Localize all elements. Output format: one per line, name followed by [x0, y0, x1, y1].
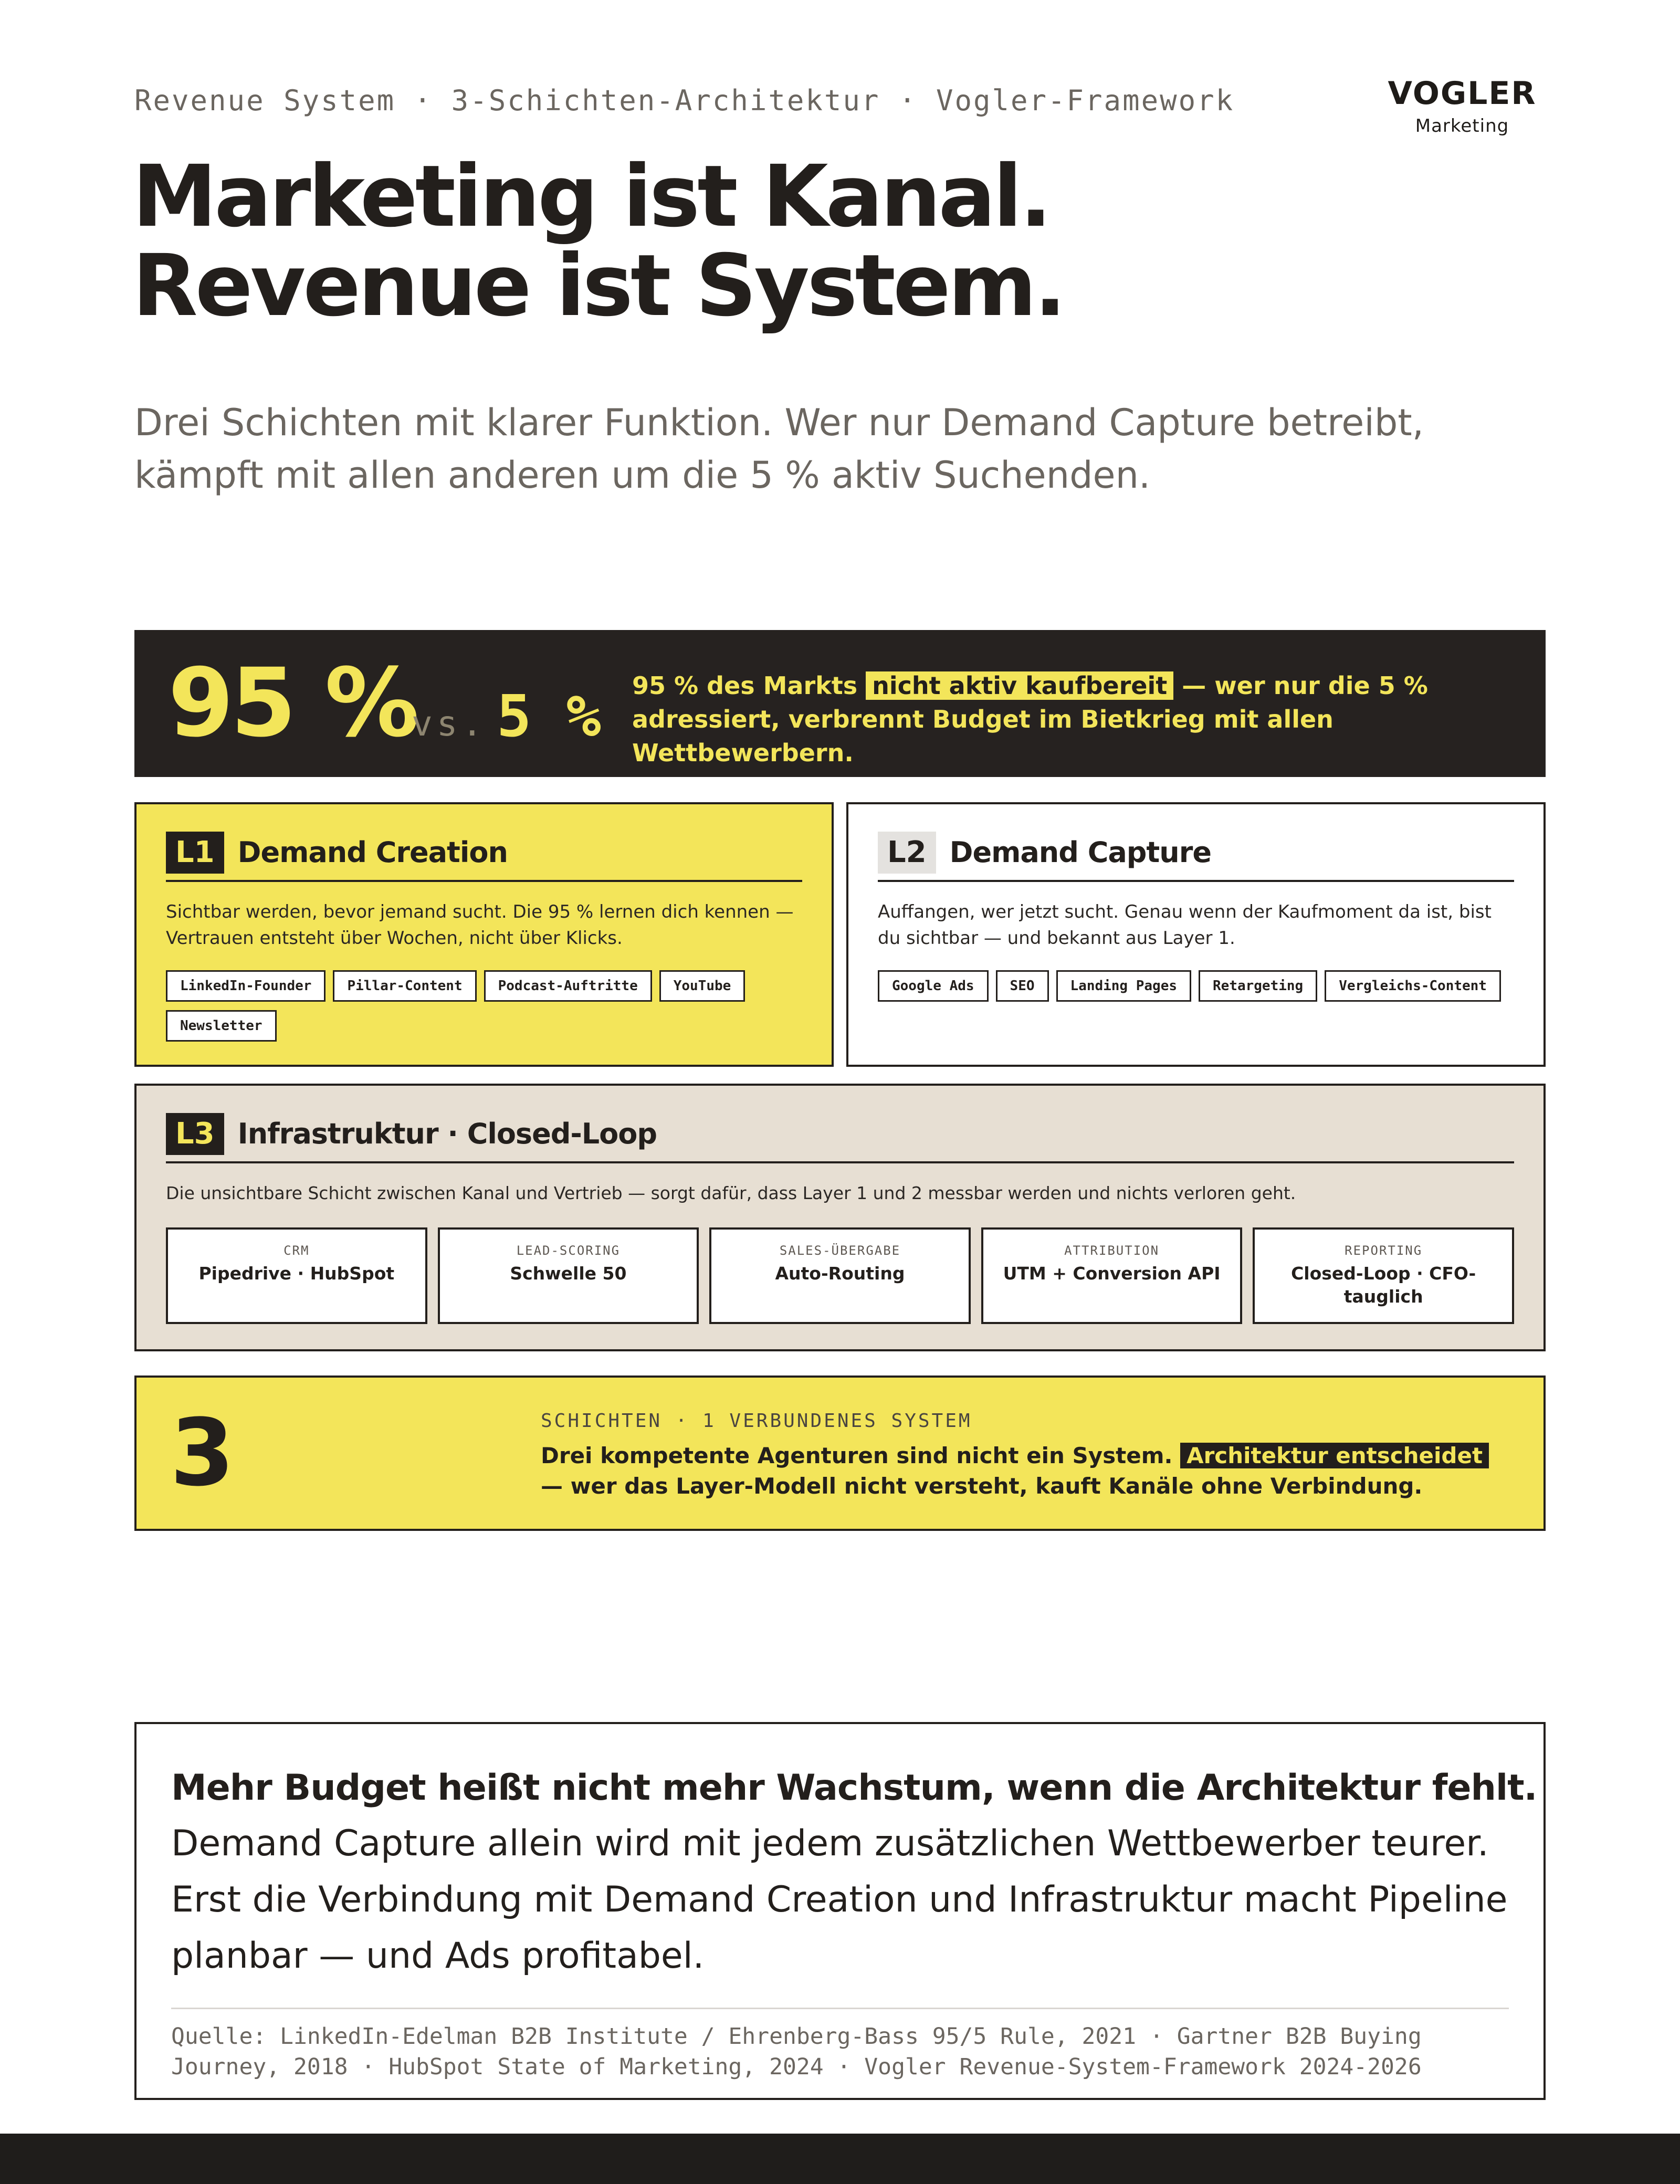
tag: Newsletter [166, 1010, 277, 1042]
tag: Pillar-Content [333, 970, 476, 1002]
layer-badge: L2 [878, 832, 936, 874]
tag: YouTube [659, 970, 746, 1002]
layer-header [166, 832, 802, 882]
layer-card-l1 [134, 802, 834, 1067]
module-reporting [1253, 1227, 1514, 1324]
module-label: ATTRIBUTION [1064, 1243, 1160, 1258]
tag: LinkedIn-Founder [166, 970, 326, 1002]
system-text-after: — wer das Layer-Modell nicht versteht, kauft Kanäle ohne Verbindung. [541, 1473, 1423, 1499]
module-value: Closed-Loop · CFO-tauglich [1291, 1263, 1476, 1307]
module-value: Pipedrive · HubSpot [198, 1263, 395, 1284]
conclusion-box [134, 1722, 1546, 2100]
conclusion-lead: Mehr Budget heißt nicht mehr Wachstum, wenn die Architektur fehlt. [171, 1767, 1537, 1809]
module-lead-scoring [438, 1227, 699, 1324]
stat-vs: vs. [412, 704, 487, 744]
stat-description [632, 669, 1525, 770]
layer-title: Demand Capture [949, 836, 1211, 869]
layer-header [878, 832, 1514, 882]
module-value: Schwelle 50 [510, 1263, 627, 1284]
headline-line-2: Revenue ist System. [132, 237, 1064, 335]
stat-text-highlight: nicht aktiv kaufbereit [866, 671, 1173, 700]
stat-big-value: 95 [168, 648, 293, 758]
module-sales-handover [709, 1227, 971, 1324]
tag: Google Ads [878, 970, 989, 1002]
system-text-highlight: Architektur entscheidet [1180, 1443, 1489, 1468]
stat-small-number: 5 % [497, 682, 601, 750]
page-headline [132, 148, 1064, 335]
module-value: UTM + Conversion API [1003, 1263, 1221, 1284]
tag: Landing Pages [1056, 970, 1192, 1002]
module-label: LEAD-SCORING [516, 1243, 621, 1258]
stat-big-unit: % [324, 648, 416, 758]
layer-title: Infrastruktur · Closed-Loop [237, 1117, 657, 1150]
stat-text-before: 95 % des Markts [632, 671, 858, 700]
tag: Vergleichs-Content [1325, 970, 1501, 1002]
module-label: CRM [284, 1243, 310, 1258]
brand-name: VOGLER [1388, 75, 1537, 112]
footer-bar [0, 2134, 1680, 2184]
tag: Retargeting [1199, 970, 1317, 1002]
brand-logo [1376, 75, 1549, 136]
conclusion-body: Demand Capture allein wird mit jedem zusätzlichen Wettbewerber teurer. Erst die Verbindung mit Demand Creation und Infrastruktur macht Pipeline planbar — und Ads profitabel. [171, 1823, 1508, 1977]
divider [171, 2008, 1509, 2009]
layer-card-l3 [134, 1084, 1546, 1351]
layer-description: Die unsichtbare Schicht zwischen Kanal und Vertrieb — sorgt dafür, dass Layer 1 und 2 messbar werden und nichts verloren geht. [166, 1183, 1296, 1203]
layer-description: Auffangen, wer jetzt sucht. Genau wenn der Kaufmoment da ist, bist du sichtbar — und bekannt aus Layer 1. [878, 901, 1492, 949]
module-label: REPORTING [1345, 1243, 1423, 1258]
layer-title: Demand Creation [237, 836, 508, 869]
brand-subtitle: Marketing [1415, 116, 1509, 136]
tag: SEO [996, 970, 1049, 1002]
module-label: SALES-ÜBERGABE [779, 1243, 901, 1258]
module-attribution [981, 1227, 1243, 1324]
module-value: Auto-Routing [775, 1263, 905, 1284]
layer-badge: L3 [166, 1113, 224, 1155]
system-number: 3 [170, 1399, 235, 1507]
source-citation: Quelle: LinkedIn-Edelman B2B Institute / Ehrenberg-Bass 95/5 Rule, 2021 · Gartner B2B Buying Journey, 2018 · HubSpot State of Marketing, 2024 · Vogler Revenue-System-Framework 2024-2026 [171, 2023, 1422, 2080]
system-banner [134, 1376, 1546, 1531]
tag-list [166, 970, 802, 1042]
module-crm [166, 1227, 427, 1324]
eyebrow-text: Revenue System · 3-Schichten-Architektur · Vogler-Framework [134, 84, 1235, 117]
tag-list [878, 970, 1514, 1002]
tag: Podcast-Auftritte [484, 970, 652, 1002]
headline-line-1: Marketing ist Kanal. [132, 148, 1049, 246]
system-label: SCHICHTEN · 1 VERBUNDENES SYSTEM [541, 1410, 972, 1432]
layer-card-l2 [846, 802, 1546, 1067]
stat-banner [134, 630, 1546, 777]
stat-big-number [168, 648, 416, 758]
layer-description: Sichtbar werden, bevor jemand sucht. Die 95 % lernen dich kennen — Vertrauen entsteht über Wochen, nicht über Klicks. [166, 901, 794, 949]
system-text-before: Drei kompetente Agenturen sind nicht ein System. [541, 1443, 1173, 1468]
layer-header [166, 1113, 1514, 1163]
stat-text-after: — wer nur die 5 % adressiert, verbrennt Budget im Bietkrieg mit allen Wettbewerbern. [632, 671, 1428, 767]
system-text [541, 1441, 1496, 1502]
module-list [166, 1227, 1514, 1324]
subheadline: Drei Schichten mit klarer Funktion. Wer nur Demand Capture betreibt, kämpft mit allen anderen um die 5 % aktiv Suchenden. [134, 401, 1424, 497]
layer-badge: L1 [166, 832, 224, 874]
